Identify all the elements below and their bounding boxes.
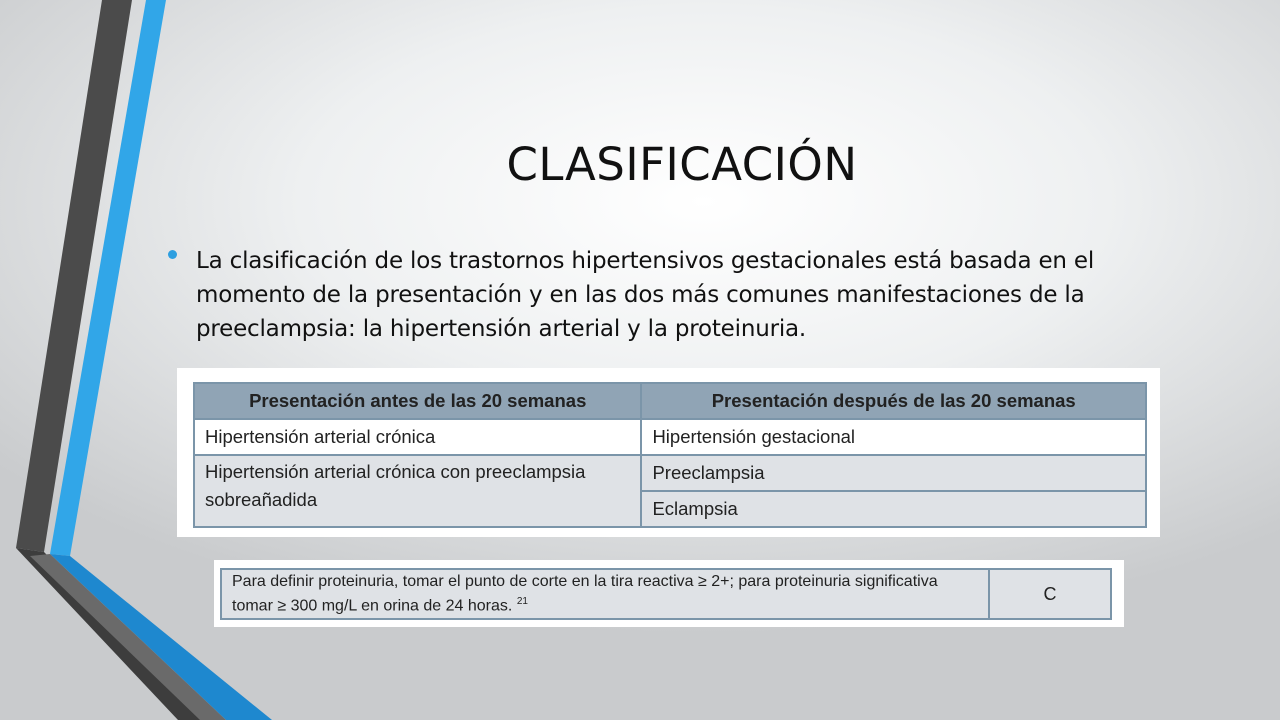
recommendation-text: Para definir proteinuria, tomar el punto de corte en la tira reactiva ≥ 2+; para proteinuria significativa tomar ≥ 300 mg/L en orina de 24 horas. (232, 573, 938, 615)
cell-chronic-with-preeclampsia: Hipertensión arterial crónica con preeclampsia sobreañadida (194, 455, 641, 527)
recommendation-table (220, 568, 1112, 620)
cell-chronic-hypertension: Hipertensión arterial crónica (194, 419, 641, 455)
table-row (221, 569, 1111, 619)
evidence-grade: C (989, 569, 1111, 619)
table-row (194, 419, 1146, 455)
recommendation-text-cell (221, 569, 989, 619)
bullet-icon (168, 250, 177, 259)
cell-gestational-hypertension: Hipertensión gestacional (641, 419, 1146, 455)
classification-table (193, 382, 1147, 528)
classification-table-image (177, 368, 1160, 537)
cell-preeclampsia: Preeclampsia (641, 455, 1146, 491)
table-header-row (194, 383, 1146, 419)
bullet-text: La clasificación de los trastornos hipertensivos gestacionales está basada en el momento de la presentación y en las dos más comunes manifestaciones de la preeclampsia: la hipertensión arterial y la proteinuria. (196, 248, 1095, 342)
reference-number: 21 (516, 596, 528, 607)
table-row (194, 455, 1146, 491)
header-before-20-weeks: Presentación antes de las 20 semanas (194, 383, 641, 419)
cell-eclampsia: Eclampsia (641, 491, 1146, 527)
recommendation-table-image (214, 560, 1124, 627)
grey-stripe-lower (30, 554, 226, 720)
header-after-20-weeks: Presentación después de las 20 semanas (641, 383, 1146, 419)
slide-title: CLASIFICACIÓN (506, 138, 858, 191)
